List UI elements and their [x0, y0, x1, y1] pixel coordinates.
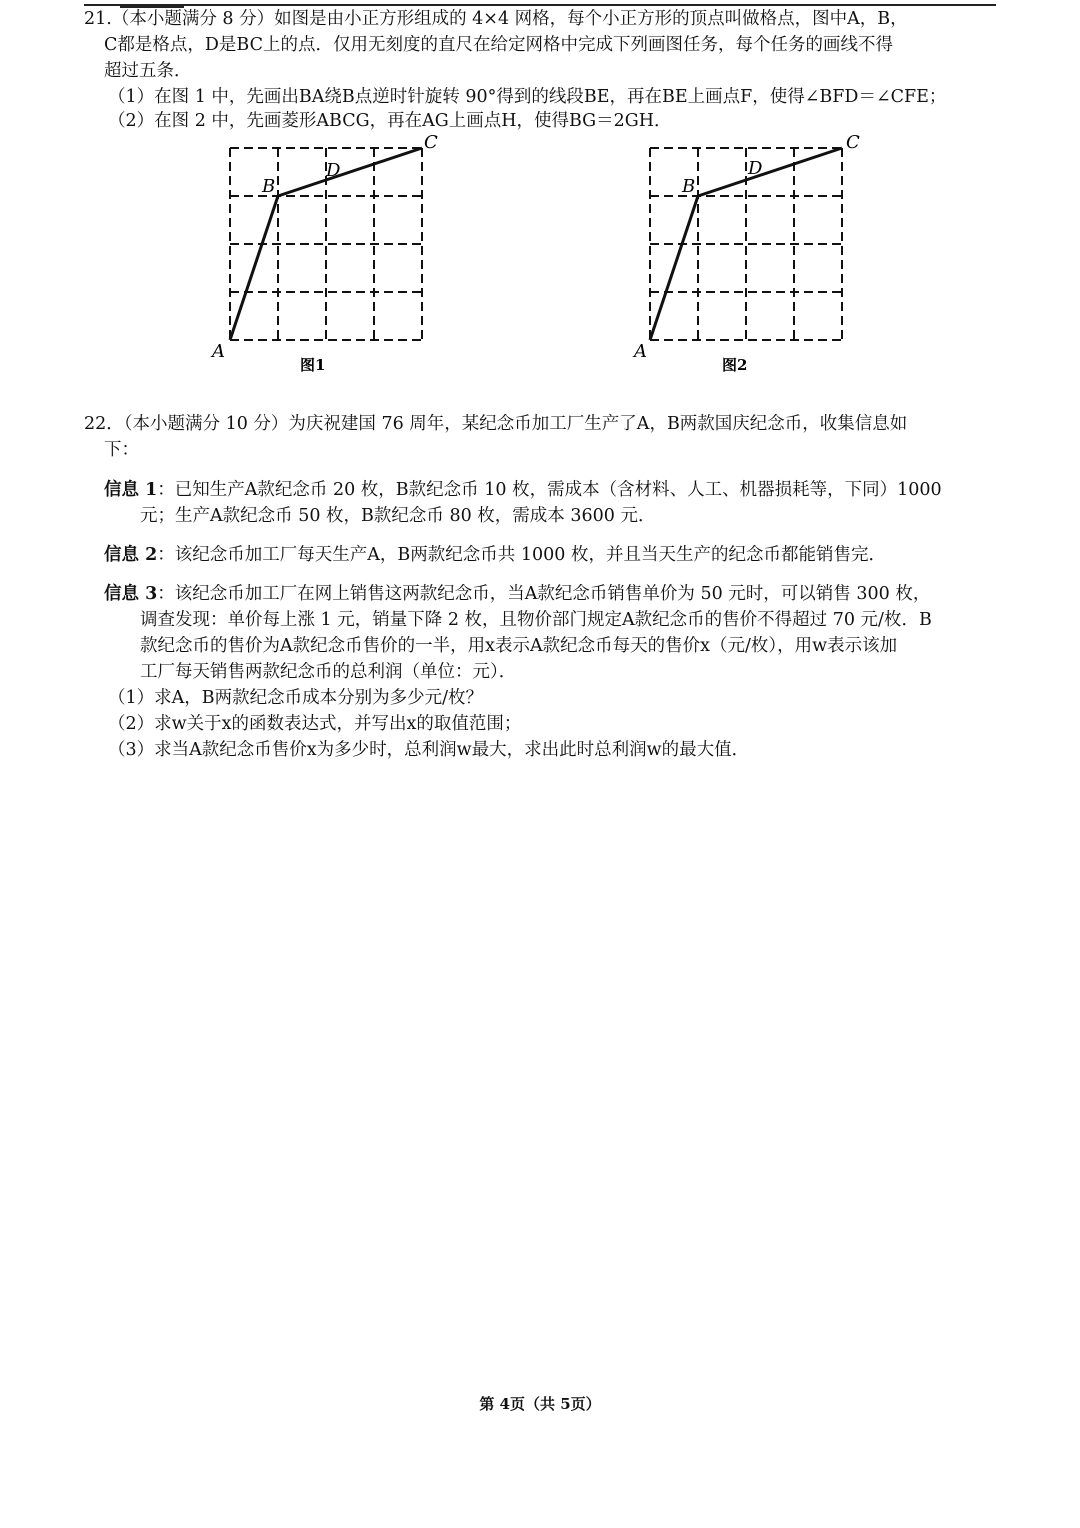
q22-info1-text1: ：已知生产A款纪念币 20 枚，B款纪念币 10 枚，需成本（含材料、人工、机器损耗等，下同）1000: [157, 480, 942, 500]
q22-info2-label: 信息 2: [104, 545, 158, 565]
q22-sub3: （3）求当A款纪念币售价x为多少时，总利润w最大，求出此时总利润w的最大值．: [108, 740, 750, 760]
figure-1-label-a: A: [212, 341, 225, 362]
q22-line1: 22．（本小题满分 10 分）为庆祝建国 76 周年，某纪念币加工厂生产了A，B两款国庆纪念币，收集信息如: [84, 414, 908, 434]
page-footer: 第 4页（共 5页）: [479, 1395, 601, 1413]
figure-2-caption: 图2: [722, 356, 748, 374]
q22-info1-line2: 元；生产A款纪念币 50 枚，B款纪念币 80 枚，需成本 3600 元．: [140, 506, 656, 526]
q22-sub1: （1）求A，B两款纪念币成本分别为多少元/枚？: [108, 688, 484, 708]
q22-info1-line1: [104, 477, 942, 503]
figure-2-label-a: A: [634, 341, 647, 362]
figure-1-label-b: B: [262, 176, 276, 197]
figure-2: [620, 128, 880, 380]
q22-info3-label: 信息 3: [104, 584, 158, 604]
figure-1-label-c: C: [424, 132, 438, 153]
q22-sub2: （2）求w关于x的函数表达式，并写出x的取值范围；: [108, 714, 522, 734]
q21-part1: （1）在图 1 中，先画出BA绕B点逆时针旋转 90°得到的线段BE，再在BE上画点F，使得∠BFD＝∠CFE；: [108, 87, 947, 107]
figure-1: [200, 128, 460, 380]
q21-part2: （2）在图 2 中，先画菱形ABCG，再在AG上画点H，使得BG＝2GH．: [108, 111, 672, 131]
figure-2-segment-bc: [698, 148, 842, 196]
figure-1-segment-ab: [230, 196, 278, 340]
figure-1-segment-bc: [278, 148, 422, 196]
q21-line2: C都是格点，D是BC上的点．仅用无刻度的直尺在给定网格中完成下列画图任务，每个任务的画线不得: [104, 35, 893, 55]
q22-info3-line3: 款纪念币的售价为A款纪念币售价的一半，用x表示A款纪念币每天的售价x（元/枚），用w表示该加: [140, 636, 898, 656]
q22-info3-line4: 工厂每天销售两款纪念币的总利润（单位：元）．: [140, 662, 517, 682]
figure-2-label-d: D: [748, 158, 763, 179]
q22-info3-text1: ：该纪念币加工厂在网上销售这两款纪念币，当A款纪念币销售单价为 50 元时，可以销售 300 枚，: [157, 584, 931, 604]
q21-line1: 21.（本小题满分 8 分）如图是由小正方形组成的 4×4 网格，每个小正方形的顶点叫做格点，图中A，B，: [84, 9, 908, 29]
q22-info2-text: ：该纪念币加工厂每天生产A，B两款纪念币共 1000 枚，并且当天生产的纪念币都能销售完．: [157, 545, 886, 565]
q22-info1-label: 信息 1: [104, 480, 158, 500]
q22-line2: 下：: [104, 440, 139, 460]
q22-info2-line: [104, 542, 886, 568]
figure-2-grid: [650, 148, 842, 340]
figure-1-label-d: D: [326, 160, 341, 181]
q21-line3: 超过五条．: [104, 61, 192, 81]
figure-2-label-b: B: [682, 176, 696, 197]
figure-2-segment-ab: [650, 196, 698, 340]
figure-1-caption: 图1: [300, 356, 326, 374]
figure-2-label-c: C: [846, 132, 860, 153]
q22-info3-line1: [104, 581, 930, 607]
q22-info3-line2: 调查发现：单价每上涨 1 元，销量下降 2 枚，且物价部门规定A款纪念币的售价不得超过 70 元/枚．B: [140, 610, 932, 630]
